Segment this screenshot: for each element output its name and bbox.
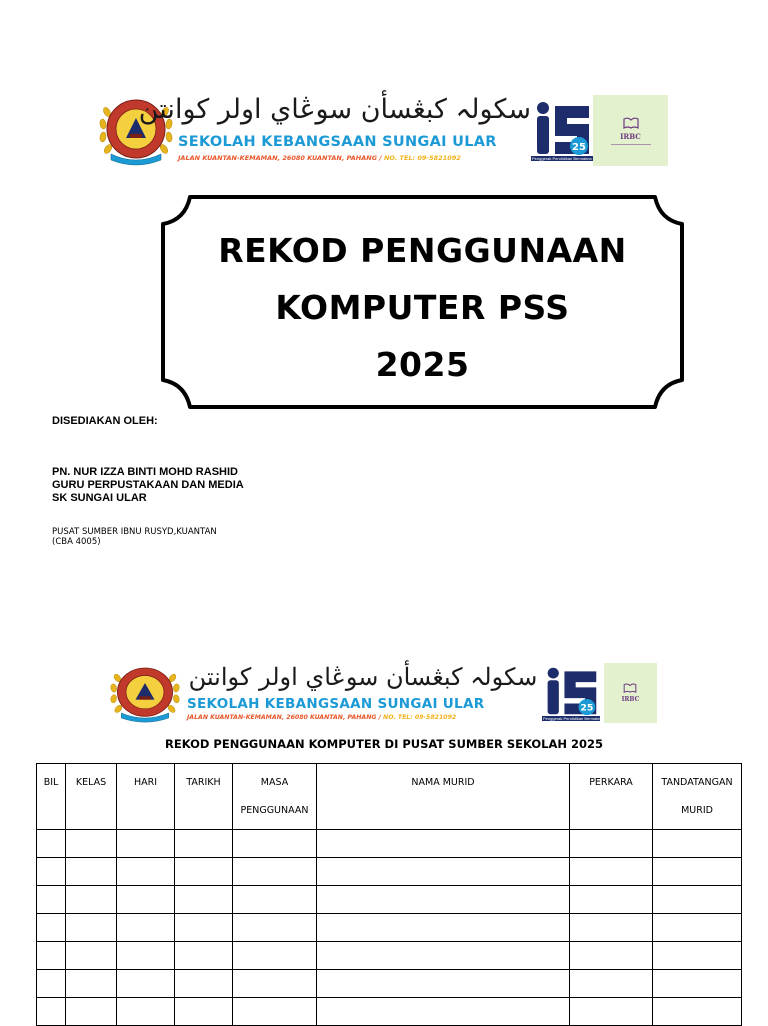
column-header-line: BIL	[43, 777, 59, 788]
cell-tarikh[interactable]	[175, 970, 233, 998]
resource-center-name: PUSAT SUMBER IBNU RUSYD,KUANTAN	[52, 527, 217, 537]
column-header-line: TANDATANGAN	[661, 777, 733, 788]
cell-bil[interactable]	[37, 830, 66, 858]
phone-text: NO. TEL: 09-5821092	[383, 714, 457, 721]
cell-tandatangan[interactable]	[653, 970, 742, 998]
address-text: JALAN KUANTAN-KEMAMAN, 26080 KUANTAN, PAHANG /	[178, 154, 384, 162]
column-header-line: KELAS	[75, 777, 107, 788]
table-row	[37, 942, 742, 970]
column-header-line: TARIKH	[186, 777, 221, 788]
logo-25-tagline: Penggerak Pendidikan Bermakna	[532, 156, 592, 161]
cell-masa[interactable]	[233, 830, 317, 858]
school-address	[187, 714, 456, 721]
cell-tarikh[interactable]	[175, 998, 233, 1026]
column-header-line: PENGGUNAAN	[240, 805, 309, 816]
table-header-row	[37, 764, 742, 830]
cell-hari[interactable]	[117, 914, 175, 942]
logo-25-years	[531, 100, 593, 162]
column-header-bil	[37, 764, 66, 830]
irbc-label: IRBC	[620, 132, 641, 141]
column-header-tandatangan	[653, 764, 742, 830]
title-line-1: REKOD PENGGUNAAN	[218, 231, 627, 270]
cell-perkara[interactable]	[570, 942, 653, 970]
cell-masa[interactable]	[233, 998, 317, 1026]
address-text: JALAN KUANTAN-KEMAMAN, 26080 KUANTAN, PAHANG /	[187, 714, 384, 721]
cell-tarikh[interactable]	[175, 914, 233, 942]
cell-perkara[interactable]	[570, 998, 653, 1026]
logo-25-emblem	[542, 666, 600, 716]
cell-masa[interactable]	[233, 886, 317, 914]
column-header-tarikh	[175, 764, 233, 830]
cell-tarikh[interactable]	[175, 886, 233, 914]
column-header-line: HARI	[133, 777, 158, 788]
cell-bil[interactable]	[37, 970, 66, 998]
school-name: SEKOLAH KEBANGSAAN SUNGAI ULAR	[178, 134, 497, 150]
column-header-kelas	[66, 764, 117, 830]
cell-tandatangan[interactable]	[653, 942, 742, 970]
title-block	[160, 222, 685, 393]
logo-25-tagline: Penggerak Pendidikan Bermakna	[543, 716, 603, 721]
table-row	[37, 970, 742, 998]
cell-tandatangan[interactable]	[653, 886, 742, 914]
column-header-line: MURID	[681, 805, 713, 816]
phone-text: NO. TEL: 09-5821092	[383, 154, 461, 162]
cell-tandatangan[interactable]	[653, 858, 742, 886]
cell-kelas[interactable]	[66, 886, 117, 914]
cell-hari[interactable]	[117, 942, 175, 970]
table-row	[37, 830, 742, 858]
cell-tarikh[interactable]	[175, 830, 233, 858]
irbc-subtitle-line	[611, 143, 651, 146]
title-line-2: KOMPUTER PSS	[275, 288, 570, 327]
usage-record-table	[36, 763, 742, 1026]
cell-hari[interactable]	[117, 886, 175, 914]
letterhead-bottom	[108, 663, 657, 723]
column-header-line: PERKARA	[589, 777, 633, 788]
cell-tarikh[interactable]	[175, 858, 233, 886]
logo-25-years	[542, 666, 602, 722]
cell-kelas[interactable]	[66, 942, 117, 970]
cell-nama-murid[interactable]	[317, 970, 570, 998]
table-row	[37, 998, 742, 1026]
column-header-hari	[117, 764, 175, 830]
table-heading: REKOD PENGGUNAAN KOMPUTER DI PUSAT SUMBER SEKOLAH 2025	[165, 737, 603, 751]
book-icon	[623, 117, 639, 129]
cell-masa[interactable]	[233, 914, 317, 942]
cell-perkara[interactable]	[570, 970, 653, 998]
column-header-perkara	[570, 764, 653, 830]
cell-bil[interactable]	[37, 942, 66, 970]
jawi-school-name: سکولہ کبڠسأن سوڠاي اولر کوانتن	[138, 94, 531, 125]
column-header-masa	[233, 764, 317, 830]
cell-perkara[interactable]	[570, 914, 653, 942]
cell-tandatangan[interactable]	[653, 914, 742, 942]
irbc-logo	[604, 663, 657, 723]
table-row	[37, 914, 742, 942]
cell-bil[interactable]	[37, 858, 66, 886]
irbc-logo	[593, 95, 668, 166]
logo-25-emblem	[531, 100, 593, 156]
cell-hari[interactable]	[117, 998, 175, 1026]
cell-tarikh[interactable]	[175, 942, 233, 970]
logo-25-number: 25	[572, 142, 586, 153]
cell-nama-murid[interactable]	[317, 830, 570, 858]
cell-bil[interactable]	[37, 998, 66, 1026]
cell-perkara[interactable]	[570, 886, 653, 914]
irbc-subtitle	[593, 143, 668, 147]
column-header-line: NAMA MURID	[411, 777, 475, 788]
cell-bil[interactable]	[37, 914, 66, 942]
cell-kelas[interactable]	[66, 858, 117, 886]
school-address	[178, 154, 461, 162]
logo-25-number: 25	[580, 703, 594, 714]
irbc-label: IRBC	[621, 696, 640, 703]
title-line-3: 2025	[375, 345, 470, 384]
cell-masa[interactable]	[233, 970, 317, 998]
cell-nama-murid[interactable]	[317, 998, 570, 1026]
cell-tandatangan[interactable]	[653, 998, 742, 1026]
prepared-by-label: DISEDIAKAN OLEH:	[52, 415, 158, 427]
cell-nama-murid[interactable]	[317, 942, 570, 970]
teacher-school: SK SUNGAI ULAR	[52, 492, 147, 504]
cell-nama-murid[interactable]	[317, 886, 570, 914]
column-header-nama-murid	[317, 764, 570, 830]
cell-masa[interactable]	[233, 858, 317, 886]
cell-tandatangan[interactable]	[653, 830, 742, 858]
cell-nama-murid[interactable]	[317, 914, 570, 942]
column-header-line: MASA	[260, 777, 289, 788]
cell-kelas[interactable]	[66, 914, 117, 942]
cell-perkara[interactable]	[570, 830, 653, 858]
table-row	[37, 858, 742, 886]
school-name: SEKOLAH KEBANGSAAN SUNGAI ULAR	[187, 696, 485, 712]
cell-kelas[interactable]	[66, 970, 117, 998]
cell-perkara[interactable]	[570, 858, 653, 886]
cell-kelas[interactable]	[66, 830, 117, 858]
cell-nama-murid[interactable]	[317, 858, 570, 886]
cell-hari[interactable]	[117, 970, 175, 998]
jawi-school-name: سکولہ کبڠسأن سوڠاي اولر کوانتن	[188, 663, 538, 691]
teacher-position: GURU PERPUSTAKAAN DAN MEDIA	[52, 479, 244, 491]
resource-center-code: (CBA 4005)	[52, 537, 101, 547]
letterhead-top	[97, 94, 668, 166]
table-row	[37, 886, 742, 914]
cell-hari[interactable]	[117, 830, 175, 858]
book-icon	[623, 683, 637, 693]
cell-kelas[interactable]	[66, 998, 117, 1026]
table-body	[37, 830, 742, 1026]
cell-masa[interactable]	[233, 942, 317, 970]
teacher-name: PN. NUR IZZA BINTI MOHD RASHID	[52, 466, 238, 478]
school-crest-logo	[108, 663, 182, 723]
cell-bil[interactable]	[37, 886, 66, 914]
cell-hari[interactable]	[117, 858, 175, 886]
